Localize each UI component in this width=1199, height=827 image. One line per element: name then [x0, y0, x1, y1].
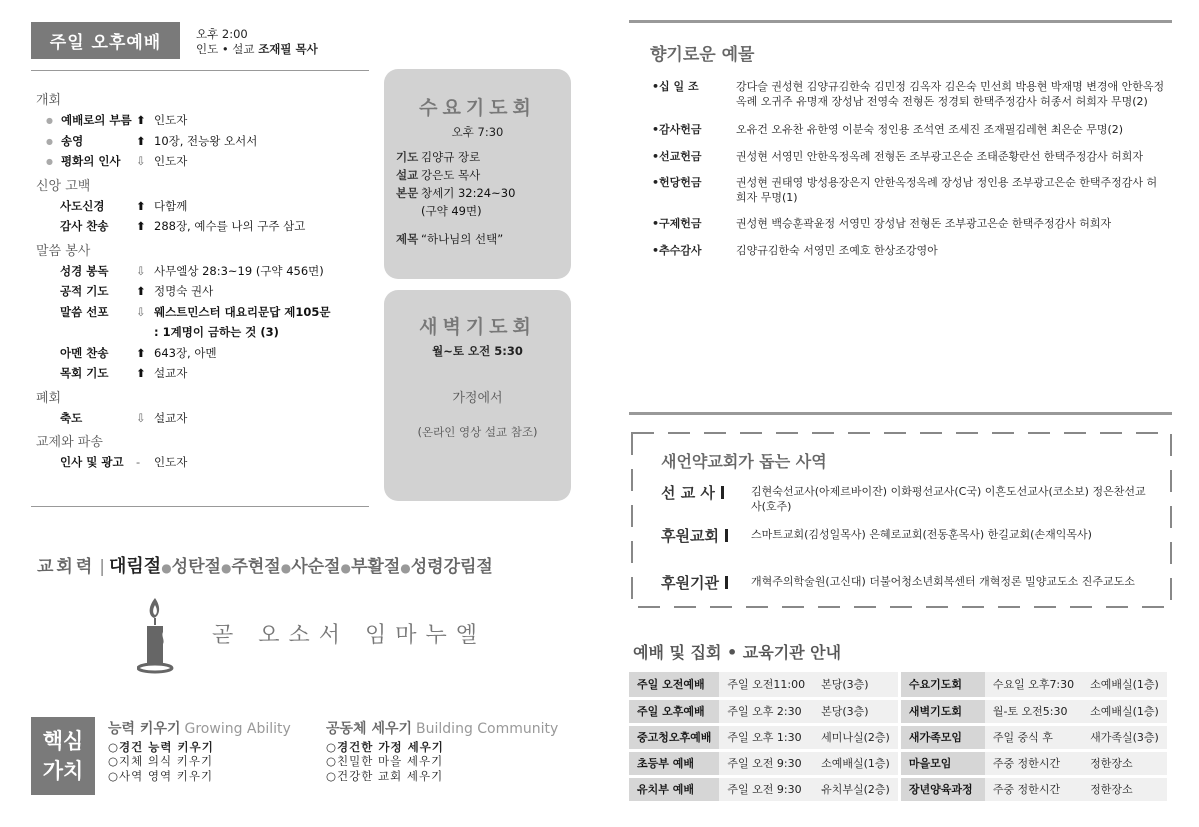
calendar-label: 교회력: [37, 557, 96, 577]
dawn-time: 월~토 오전 5:30: [432, 344, 523, 358]
order-item-content: 웨스트민스터 대요리문답 제105문: [154, 304, 331, 319]
mission-details: 김현숙선교사(아제르바이잔) 이화평선교사(C국) 이흔도선교사(코소보) 정은찬선교사(호주): [751, 485, 1146, 513]
mission-box: [631, 432, 1172, 608]
schedule-row: [629, 672, 1167, 698]
stand-arrow-icon: ⬆: [136, 345, 146, 360]
schedule-row: [629, 724, 1167, 750]
order-item-content: 설교자: [154, 410, 188, 425]
order-item-name: ● 평화의 인사: [36, 151, 136, 172]
schedule-name: 새가족모임: [901, 724, 985, 750]
stand-arrow-icon: ⬆: [136, 113, 146, 127]
offering-row: [652, 217, 1167, 232]
order-row: [36, 216, 381, 237]
schedule-time: 주중 정한시간: [985, 750, 1082, 776]
calendar-season: 사순절: [291, 557, 341, 577]
order-row: [36, 110, 381, 131]
wednesday-item: [384, 148, 571, 166]
order-row: [36, 343, 381, 364]
schedule-time: 주일 오전 9:30: [719, 776, 813, 802]
calendar-season: 성탄절: [171, 557, 221, 577]
order-item-name: 말씀 선포: [60, 304, 109, 319]
mission-category: 후원교회: [661, 525, 751, 546]
wednesday-item-key: 본문: [396, 186, 419, 200]
schedule-title: 예배 및 집회 • 교육기관 안내: [633, 643, 842, 662]
leader-name: 조재필 목사: [258, 42, 318, 56]
calendar-current: 대림절: [109, 556, 162, 577]
value-column-community: [326, 722, 558, 783]
mission-category: 선 교 사: [661, 482, 751, 514]
order-item-name: 감사 찬송: [60, 219, 109, 233]
order-item-content: 288장, 예수를 나의 구주 삼고: [154, 219, 306, 233]
section-heading: 신앙 고백: [36, 178, 91, 194]
order-row: [36, 196, 381, 217]
order-row: [36, 322, 381, 343]
offering-row: [652, 244, 1167, 259]
immanuel-text: 곧 오소서 임마누엘: [212, 623, 487, 648]
value-heading: [326, 722, 558, 737]
schedule-time: 수요일 오후7:30: [985, 672, 1082, 698]
mission-title: 새언약교회가 돕는 사역: [661, 452, 827, 471]
schedule-place: 본당(3층): [813, 672, 898, 698]
order-item-content: 인도자: [154, 154, 188, 168]
schedule-name: 수요기도회: [901, 672, 985, 698]
schedule-place: 소예배실(1층): [1082, 672, 1167, 698]
schedule-name: 주일 오후예배: [629, 698, 719, 724]
schedule-time: 주일 오전11:00: [719, 672, 813, 698]
calendar-season: 주현절: [231, 557, 281, 577]
value-title: 능력 키우기: [108, 721, 181, 737]
candle-icon: [137, 596, 177, 678]
calendar-dot: ●: [340, 561, 351, 575]
value-title-en: Growing Ability: [184, 721, 291, 737]
offerings-list: [652, 80, 1167, 258]
mission-row: [661, 572, 1151, 593]
stand-arrow-icon: ⬆: [136, 133, 146, 148]
schedule-table: [629, 672, 1167, 804]
wednesday-item: [384, 230, 571, 248]
sit-arrow-icon: ⇩: [136, 304, 146, 319]
offering-category: •십 일 조: [652, 80, 699, 93]
value-item: ○친밀한 마을 세우기: [326, 754, 444, 768]
order-item-name: [36, 322, 136, 343]
offering-names: 강다슬 권성현 김양규김한숙 김민정 김옥자 김은숙 민선희 박용현 박재명 변경애 안한옥정옥례 오귀주 유명재 장성남 전영숙 전형돈 정경퇴 한택주정감사 허종서 허희자 무명(2): [736, 80, 1165, 108]
mission-details: 개혁주의학술원(고신대) 더불어청소년회복센터 개혁정론 밀양교도소 진주교도소: [751, 575, 1135, 588]
order-item-content: 10장, 전능왕 오서서: [154, 133, 258, 148]
leader-prefix: 인도 • 설교: [196, 42, 255, 56]
order-item-name: 사도신경: [60, 198, 105, 213]
core-values-label: [31, 717, 95, 795]
schedule-name: 주일 오전예배: [629, 672, 719, 698]
schedule-time: 주일 중식 후: [985, 724, 1082, 750]
order-item-name: 축도: [60, 410, 83, 425]
schedule-time: 주일 오전 9:30: [719, 750, 813, 776]
schedule-name: 중고청오후예배: [629, 724, 719, 750]
order-item-name: 성경 봉독: [60, 263, 109, 278]
sit-arrow-icon: ⇩: [136, 154, 146, 168]
offering-names: 김양규김한숙 서영민 조예호 한상조강영아: [736, 243, 938, 257]
divider: [31, 70, 369, 71]
core-label-2: 가치: [42, 759, 84, 783]
church-calendar: [37, 552, 493, 578]
service-meta: [196, 27, 318, 57]
schedule-place: 유치부실(2층): [813, 776, 898, 802]
divider: [31, 506, 369, 507]
stand-arrow-icon: ⬆: [136, 366, 146, 380]
order-row: [36, 131, 381, 152]
order-item-content: 설교자: [154, 366, 188, 380]
offerings-title: 향기로운 예물: [650, 45, 755, 65]
mission-category: 후원기관: [661, 572, 751, 593]
order-of-worship: [36, 92, 381, 473]
value-column-ability: [108, 722, 291, 783]
value-title: 공동체 세우기: [326, 721, 413, 737]
offering-names: 권성현 백승훈곽윤정 서영민 장성남 전형돈 조부광고은순 한택주정감사 허희자: [736, 217, 1112, 230]
value-item: ○사역 영역 키우기: [108, 768, 214, 783]
offering-row: [652, 123, 1167, 138]
wednesday-title: 수요기도회: [419, 97, 536, 119]
core-label-1: 핵심: [42, 729, 84, 753]
dawn-place: 가정에서: [452, 391, 503, 406]
sit-arrow-icon: -: [136, 455, 141, 469]
schedule-time: 주중 정한시간: [985, 776, 1082, 802]
value-item: ○경건 능력 키우기: [108, 739, 214, 754]
schedule-row: [629, 698, 1167, 724]
stand-arrow-icon: ⬆: [136, 284, 146, 298]
stand-arrow-icon: ⬆: [136, 198, 146, 213]
wednesday-item-key: 기도: [396, 150, 419, 164]
dawn-prayer-box: [384, 290, 571, 501]
section-heading: 말씀 봉사: [36, 243, 91, 259]
order-item-content: 사무엘상 28:3~19 (구약 456면): [154, 263, 324, 278]
order-item-name: ● 송영: [36, 131, 136, 152]
offering-names: 권성현 권태영 방성용장은지 안한옥정옥례 장성남 정인용 조부광고은순 한택주정감사 허희자 무명(1): [736, 176, 1158, 204]
order-item-content: 정명숙 권사: [154, 284, 214, 298]
order-item-name: 공적 기도: [60, 284, 109, 298]
calendar-others: [161, 557, 493, 577]
order-item-name: 목회 기도: [60, 366, 109, 380]
order-row: [36, 151, 381, 172]
service-time: 오후 2:00: [196, 27, 248, 41]
mission-row: [661, 525, 1151, 546]
stand-arrow-icon: [136, 322, 154, 343]
calendar-dot: ●: [280, 561, 292, 575]
value-item: ○건강한 교회 세우기: [326, 768, 444, 783]
value-title-en: Building Community: [416, 721, 559, 737]
order-row: [36, 302, 381, 323]
dawn-title: 새벽기도회: [419, 316, 536, 338]
schedule-time: 주일 오후 2:30: [719, 698, 813, 724]
wednesday-item-key: [396, 202, 421, 220]
value-item: ○경건한 가정 세우기: [326, 739, 444, 754]
order-item-name: 인사 및 광고: [60, 455, 124, 469]
schedule-name: 초등부 예배: [629, 750, 719, 776]
wednesday-item-value: 창세기 32:24~30: [421, 186, 516, 200]
order-item-content: 인도자: [154, 113, 188, 127]
schedule-place: 정한장소: [1082, 776, 1167, 802]
order-row: [36, 281, 381, 302]
offering-category: •헌당헌금: [652, 176, 702, 189]
order-item-content: 인도자: [154, 455, 188, 469]
order-item-name: 아멘 찬송: [60, 345, 109, 360]
wednesday-item-value: (구약 49면): [421, 204, 482, 218]
schedule-place: 소예배실(1층): [813, 750, 898, 776]
offering-names: 오유건 오유찬 유한영 이분숙 정인용 조석연 조세진 조재필김레현 최은순 무명(2): [736, 123, 1124, 136]
mission-details: 스마트교회(김성일목사) 은혜로교회(전동훈목사) 한길교회(손재익목사): [751, 528, 1092, 541]
value-heading: [108, 722, 291, 737]
service-title: 주일 오후예배: [31, 22, 180, 59]
service-leader: [196, 42, 318, 57]
offering-category: •선교헌금: [652, 149, 702, 163]
sit-arrow-icon: ⇩: [136, 263, 146, 278]
order-row: [36, 261, 381, 282]
wednesday-item-key: 제목: [396, 232, 419, 246]
order-item-content: 643장, 아멘: [154, 345, 217, 360]
order-item-content: : 1계명이 금하는 것 (3): [154, 325, 279, 339]
order-row: [36, 452, 381, 473]
sit-arrow-icon: ⇩: [136, 410, 146, 425]
section-heading: 교제와 파송: [36, 435, 103, 450]
divider: [629, 412, 1172, 415]
offering-category: •구제헌금: [652, 217, 702, 230]
schedule-place: 새가족실(3층): [1082, 724, 1167, 750]
order-item-content: 다함께: [154, 198, 188, 213]
schedule-time: 월-토 오전5:30: [985, 698, 1082, 724]
calendar-season: 부활절: [350, 557, 401, 577]
offering-category: •감사헌금: [652, 123, 702, 136]
order-row: [36, 363, 381, 384]
schedule-name: 장년양육과정: [901, 776, 985, 802]
schedule-place: 본당(3층): [813, 698, 898, 724]
schedule-name: 유치부 예배: [629, 776, 719, 802]
section-heading: 폐회: [36, 390, 62, 406]
calendar-separator: |: [99, 557, 106, 577]
wednesday-item: [384, 202, 571, 220]
divider: [629, 20, 1172, 23]
schedule-time: 주일 오후 1:30: [719, 724, 813, 750]
wednesday-prayer-box: [384, 69, 571, 279]
wednesday-item-key: 설교: [396, 168, 419, 182]
order-row: [36, 408, 381, 429]
wednesday-item-value: 김양규 장로: [421, 150, 481, 164]
offering-category: •추수감사: [652, 243, 702, 257]
stand-arrow-icon: ⬆: [136, 219, 146, 233]
schedule-place: 정한장소: [1082, 750, 1167, 776]
offering-row: [652, 150, 1167, 165]
schedule-place: 세미나실(2층): [813, 724, 898, 750]
offering-names: 권성현 서영민 안한옥정옥례 전형돈 조부광고은순 조태준황란선 한택주정감사 허희자: [736, 149, 1144, 163]
schedule-name: 새벽기도회: [901, 698, 985, 724]
calendar-dot: ●: [220, 561, 232, 575]
value-item: ○지체 의식 키우기: [108, 754, 214, 768]
wednesday-item: [384, 166, 571, 184]
dawn-note: (온라인 영상 설교 참조): [417, 425, 538, 439]
calendar-dot: ●: [400, 561, 411, 575]
schedule-name: 마을모임: [901, 750, 985, 776]
wednesday-item: [384, 184, 571, 202]
section-heading: 개회: [36, 93, 62, 108]
schedule-row: [629, 776, 1167, 802]
calendar-dot: ●: [161, 561, 172, 575]
calendar-season: 성령강림절: [410, 557, 493, 577]
wednesday-item-value: 강은도 목사: [421, 168, 481, 182]
offering-row: [652, 176, 1167, 205]
mission-row: [661, 482, 1151, 514]
wednesday-item-value: “하나님의 선택”: [421, 232, 504, 246]
order-item-name: ● 예배로의 부름: [36, 110, 136, 131]
schedule-place: 소예배실(1층): [1082, 698, 1167, 724]
schedule-row: [629, 750, 1167, 776]
offering-row: [652, 80, 1167, 109]
wednesday-items: [384, 148, 571, 248]
wednesday-time: 오후 7:30: [451, 125, 504, 139]
